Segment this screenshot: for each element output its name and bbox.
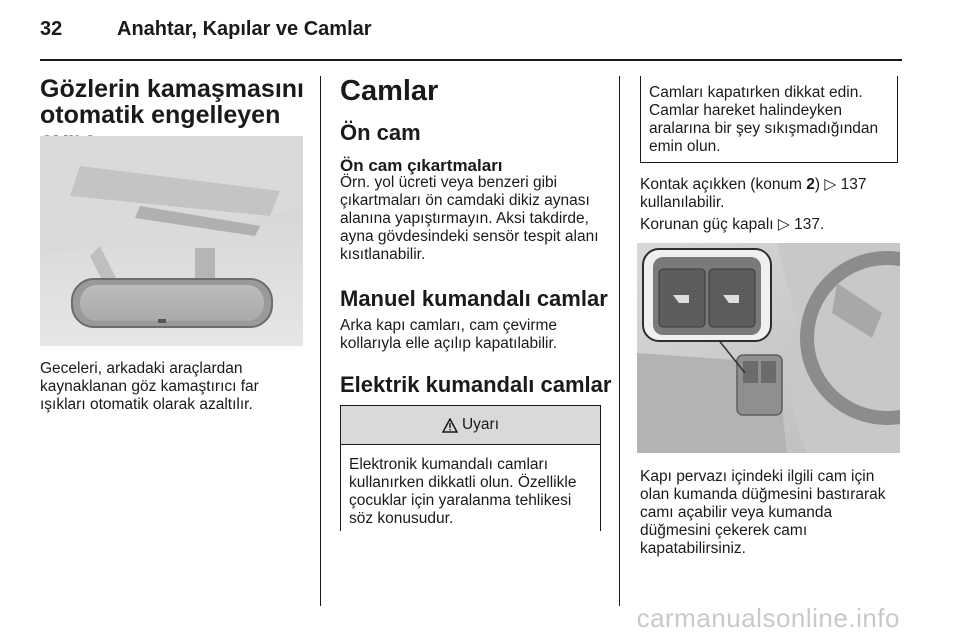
ignition-paragraph: Kontak açıkken (konum 2) ▷ 137 kullanılabilir. xyxy=(640,176,867,211)
page-reference[interactable]: 137 xyxy=(840,176,867,193)
page-ref-arrow-icon: ▷ xyxy=(824,176,837,193)
mirror-heading: Gözlerin kamaşmasını otomatik engelleyen xyxy=(40,75,305,129)
stickers-paragraph: Örn. yol ücreti veya benzeri gibi çıkartmaları ön camdaki dikiz aynası alanına yapıştırmayın. Aksi takdirde, ayna gövdesindeki sensör tespit alanı kısıtlanabilir. xyxy=(340,174,599,263)
subsection-power-windows: Elektrik kumandalı camlar xyxy=(340,372,612,397)
manual-windows-paragraph: Arka kapı camları, cam çevirme kollarıyla elle açılıp kapatılabilir. xyxy=(340,317,558,352)
subsection-manual-windows: Manuel kumandalı camlar xyxy=(340,286,608,311)
subsection-windscreen: Ön cam xyxy=(340,120,421,145)
page-reference[interactable]: 137. xyxy=(794,216,825,233)
mirror-description: Geceleri, arkadaki araçlardan kaynaklanan göz kamaştırıcı far ışıkları otomatik olarak azaltılır. xyxy=(40,360,259,413)
section-title-camlar: Camlar xyxy=(340,75,439,107)
watermark: carmanualsonline.info xyxy=(636,603,900,633)
retained-power-paragraph: Korunan güç kapalı ▷ 137. xyxy=(640,216,825,233)
warning-text: Elektronik kumandalı camları kullanırken dikkatli olun. Özellikle çocuklar için yaralanma tehlikesi söz konusudur. xyxy=(349,456,577,527)
page-number: 32 xyxy=(40,18,63,40)
column-divider-left xyxy=(320,76,321,606)
mirror-figure xyxy=(40,136,303,346)
warning-box xyxy=(340,405,601,531)
header-rule xyxy=(40,59,902,61)
warning-header: Uyarı xyxy=(341,406,600,445)
switch-operation-paragraph: Kapı pervazı içindeki ilgili cam için olan kumanda düğmesini bastırarak camı açabilir veya kumanda düğmesini çekerek camı kapatabilirsiniz. xyxy=(640,468,886,557)
column-divider-right xyxy=(619,76,620,606)
caution-note-box: Camları kapatırken dikkat edin. Camlar hareket halindeyken aralarına bir şey sıkışmadığından emin olun. xyxy=(640,76,898,163)
subsection-windscreen-stickers: Ön cam çıkartmaları xyxy=(340,156,503,175)
chapter-title: Anahtar, Kapılar ve Camlar xyxy=(117,18,372,40)
warning-triangle-icon xyxy=(442,418,458,433)
page-ref-arrow-icon: ▷ xyxy=(777,216,790,233)
window-switch-figure xyxy=(637,243,900,453)
